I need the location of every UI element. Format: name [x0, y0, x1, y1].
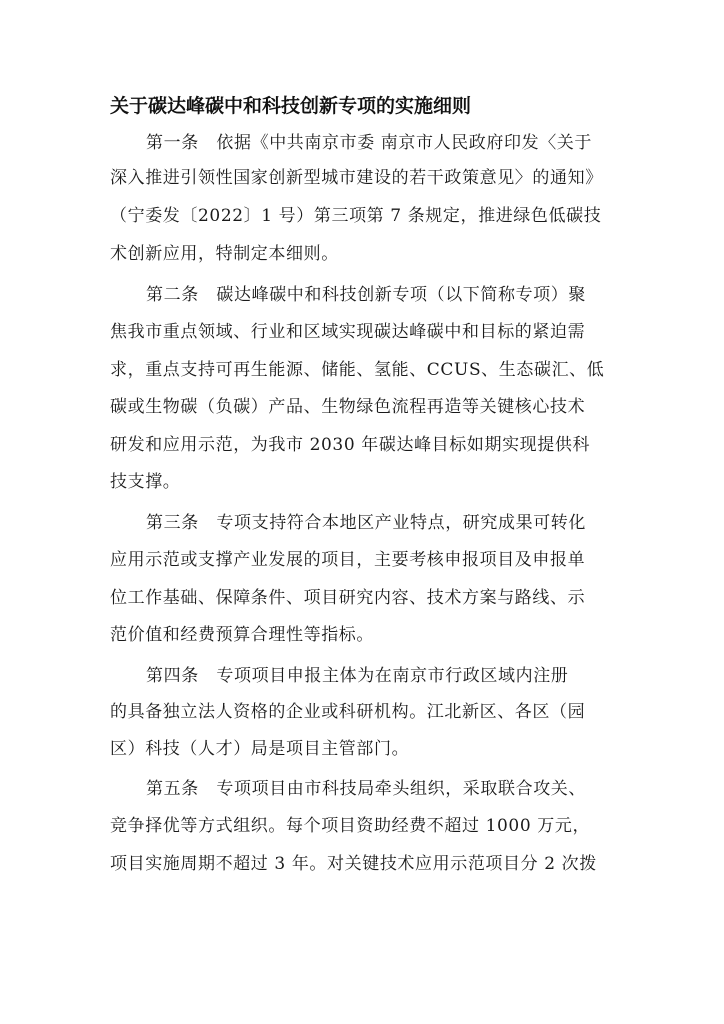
article-3-line-4: 范价值和经费预算合理性等指标。 [110, 625, 374, 645]
article-1-line-1: 第一条 依据《中共南京市委 南京市人民政府印发〈关于 [146, 133, 593, 153]
article-3-line-2: 应用示范或支撑产业发展的项目，主要考核申报项目及申报单 [110, 550, 586, 570]
article-3-line-3: 位工作基础、保障条件、项目研究内容、技术方案与路线、示 [110, 588, 586, 608]
article-4-line-1: 第四条 专项项目申报主体为在南京市行政区域内注册 [146, 666, 569, 686]
article-2-line-4: 碳或生物碳（负碳）产品、生物绿色流程再造等关键核心技术 [110, 397, 586, 417]
article-4-line-3: 区）科技（人才）局是项目主管部门。 [110, 739, 410, 759]
article-2-line-5: 研发和应用示范，为我市 2030 年碳达峰目标如期实现提供科 [110, 435, 591, 455]
article-1-line-2: 深入推进引领性国家创新型城市建设的若干政策意见〉的通知》 [110, 168, 603, 188]
article-1-line-3: （宁委发〔2022〕1 号）第三项第 7 条规定，推进绿色低碳技 [110, 206, 602, 226]
article-2-line-6: 技支撑。 [110, 472, 181, 492]
article-2-line-1: 第二条 碳达峰碳中和科技创新专项（以下简称专项）聚 [146, 285, 586, 305]
article-2-line-3: 求，重点支持可再生能源、储能、氢能、CCUS、生态碳汇、低 [110, 360, 605, 380]
article-5-line-3: 项目实施周期不超过 3 年。对关键技术应用示范项目分 2 次拨 [110, 854, 597, 874]
article-1-line-4: 术创新应用，特制定本细则。 [110, 244, 339, 264]
article-3-line-1: 第三条 专项支持符合本地区产业特点，研究成果可转化 [146, 513, 586, 533]
article-5-line-1: 第五条 专项项目由市科技局牵头组织，采取联合攻关、 [146, 779, 586, 799]
document-title: 关于碳达峰碳中和科技创新专项的实施细则 [110, 95, 472, 117]
article-2-line-2: 焦我市重点领域、行业和区域实现碳达峰碳中和目标的紧迫需 [110, 322, 586, 342]
article-5-line-2: 竞争择优等方式组织。每个项目资助经费不超过 1000 万元， [110, 816, 591, 836]
article-4-line-2: 的具备独立法人资格的企业或科研机构。江北新区、各区（园 [110, 702, 586, 722]
